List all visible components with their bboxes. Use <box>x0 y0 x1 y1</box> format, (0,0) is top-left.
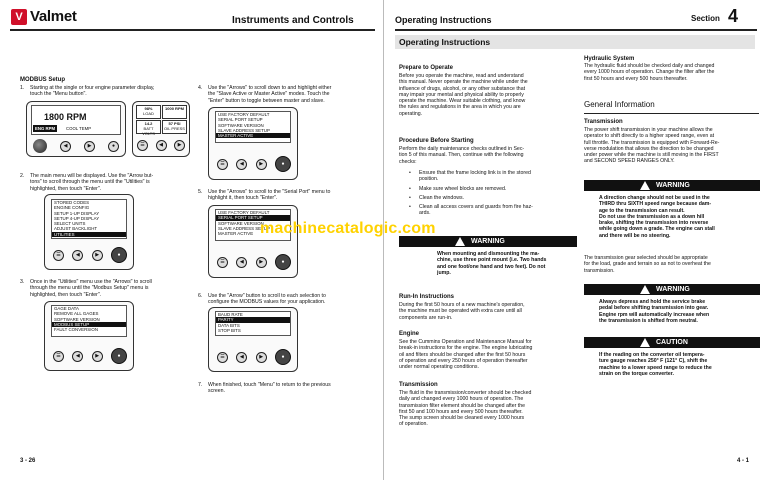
menu-item[interactable]: SERIAL PORT SETUP <box>216 215 290 220</box>
page-number-left: 3 - 26 <box>20 458 36 464</box>
right-page <box>385 0 768 480</box>
page-title-right: Operating Instructions <box>395 15 492 25</box>
down-arrow-button[interactable]: ▶ <box>92 250 103 261</box>
rpm-gauge: 1000 RPM <box>162 105 187 119</box>
left-arrow-button[interactable]: ◀ <box>60 141 71 152</box>
logo-text: Valmet <box>30 8 77 25</box>
menu-item[interactable]: DATA BITS <box>218 322 240 328</box>
utilities-menu-screen <box>51 305 127 337</box>
menu-button[interactable]: ☰ <box>217 352 228 363</box>
gauge-display-single <box>26 101 126 157</box>
header-rule-left <box>10 29 375 31</box>
menu-item[interactable]: STORED CODES <box>54 200 90 205</box>
step-number: 1. <box>20 85 25 91</box>
left-arrow-button[interactable]: ◀ <box>156 140 167 151</box>
menu-item[interactable]: SLAVE ADDRESS SETUP <box>218 127 270 133</box>
transmission-heading: Transmission <box>399 382 438 388</box>
gauge-screen <box>31 105 121 135</box>
menu-item[interactable]: SELECT UNITS <box>54 221 86 227</box>
bullet-item: • Clean the windows. <box>409 195 464 201</box>
menu-item[interactable]: MASTER ACTIVE <box>218 231 254 237</box>
right-arrow-button[interactable]: ▶ <box>174 140 185 151</box>
prepare-heading: Prepare to Operate <box>399 65 454 71</box>
menu-item[interactable]: SOFTWARE VERSION <box>54 316 100 322</box>
gauge-buttons <box>33 139 119 153</box>
warning-triangle-icon <box>640 181 650 190</box>
bullet-item: • Clean all access covers and guards from fire haz- ards. <box>409 204 533 217</box>
load-gauge: 98% LOAD <box>136 105 161 119</box>
battery-gauge: 14.2 BATT VOLTS <box>136 120 161 134</box>
modbus-menu-display-b <box>208 205 298 278</box>
up-arrow-button[interactable]: ◀ <box>72 351 83 362</box>
oil-pressure-gauge: 57 PSI OIL PRESS <box>162 120 187 134</box>
main-menu-display <box>44 194 134 270</box>
utilities-menu-display <box>44 301 134 371</box>
enter-button[interactable]: ● <box>111 348 127 364</box>
page-title-left: Instruments and Controls <box>232 15 354 26</box>
valmet-logo <box>11 8 77 25</box>
modbus-heading: MODBUS Setup <box>20 77 65 83</box>
menu-item[interactable]: STOP BITS <box>218 327 241 333</box>
menu-button[interactable]: ☰ <box>217 257 228 268</box>
menu-item[interactable]: SETUP 1-UP DISPLAY <box>54 210 100 216</box>
warning-triangle-icon <box>640 285 650 294</box>
caution-text: If the reading on the converter oil tempera- ture gauge reaches 250° F (121° C), shift the machine to a lower speed range to reduce the strain on the torque converter. <box>599 352 712 377</box>
transmission-text: The fluid in the transmission/converter should be checked daily and changed every 1000 hours of operation. The transmission filter element should be changed after the first 50 and 100 hours and every 500 hours thereafter. The sump screen should be cleaned every 1000 hours of operation. <box>399 390 532 428</box>
serial-port-display <box>208 307 298 372</box>
warning-text: When mounting and dismounting the ma- chine, use three point mount (i.e. Two hands and one foot/one hand and two feet). Do not jump. <box>437 251 547 276</box>
menu-item[interactable]: MODBUS SETUP <box>52 322 126 327</box>
up-arrow-button[interactable]: ◀ <box>236 352 247 363</box>
menu-button[interactable]: ☰ <box>137 140 148 151</box>
engine-heading: Engine <box>399 331 420 337</box>
gauge-buttons-four <box>137 140 185 151</box>
eng-rpm-tab: ENG RPM <box>35 126 56 131</box>
up-arrow-button[interactable]: ◀ <box>72 250 83 261</box>
modbus-menu-screen <box>215 111 291 143</box>
menu-item[interactable]: SETUP 4-UP DISPLAY <box>54 215 100 221</box>
menu-item[interactable]: MASTER ACTIVE <box>216 133 290 138</box>
warning-banner: WARNING <box>399 236 577 247</box>
runin-text: During the first 50 hours of a new machine's operation, the machine must be operated with extra care until all components are run-in. <box>399 302 525 321</box>
menu-item[interactable]: SOFTWARE VERSION <box>218 122 264 128</box>
general-info-heading: General Information <box>584 100 655 109</box>
enter-button[interactable]: ● <box>275 156 291 172</box>
warning-text: A direction change should not be used in the THIRD thru SIXTH speed range because dam- age to the transmission can result. Do not use the transmission as a down hill brake, shifting the transmission into reverse while going down a grade. The engine can stall and there will be no steering. <box>599 195 715 239</box>
finger-press-icon <box>33 139 47 153</box>
valmet-logo-mark-icon: V <box>11 9 27 25</box>
section-number: 4 <box>728 6 739 26</box>
menu-buttons <box>217 349 291 365</box>
general-info-rule <box>584 113 759 114</box>
menu-item[interactable]: SLAVE ADDRESS SETUP <box>218 225 270 231</box>
menu-item[interactable]: SERIAL PORT SETUP <box>218 117 263 123</box>
gear-text: The transmission gear selected should be appropriate for the load, grade and terrain so as not to overheat the transmission. <box>584 255 711 274</box>
menu-item[interactable]: REMOVE ALL GAGES <box>54 311 99 317</box>
band-title: Operating Instructions <box>399 37 491 47</box>
transmission2-heading: Transmission <box>584 119 623 125</box>
menu-button[interactable]: ☰ <box>217 159 228 170</box>
menu-buttons <box>53 348 127 364</box>
down-arrow-button[interactable]: ▶ <box>256 257 267 268</box>
bullet-item: • Ensure that the frame locking link is in the stored position. <box>409 170 531 183</box>
menu-buttons <box>53 247 127 263</box>
down-arrow-button[interactable]: ▶ <box>256 352 267 363</box>
warning-triangle-icon <box>455 237 465 246</box>
section-label: Section <box>691 14 720 23</box>
cool-temp-tab: COOL TEMP <box>66 126 92 131</box>
down-arrow-button[interactable]: ▶ <box>92 351 103 362</box>
bullet-item: • Make sure wheel blocks are removed. <box>409 186 507 192</box>
transmission2-text: The power shift transmission in your machine allows the operator to shift directly to a higher speed range, even at full throttle. The transmission is equipped with Forward-Re- verse modulation that allows the direction to be changed under power while the machine is still moving in the FIRST and SECOND SPEED RANGES ONLY. <box>584 127 720 165</box>
hydraulic-text: The hydraulic fluid should be checked daily and changed every 1000 hours of operation. Change the filter after the first 50 hours and every 500 hours thereafter. <box>584 63 715 82</box>
left-page: V Valmet Instruments and Controls MODBUS Setup 1. Starting at the single or four engine parameter display, touch the "Menu button". 1800 RPM ENG RPM COOL TEMP ◀ ▶ ● 98% LOAD 1000 RPM 14.2 BATT VOLTS 57 PSI OIL PRESS ☰ ◀ ▶ 2. The main menu will be displayed. Use the "Arrow but- tons" to scroll through the menu until the "Utilities" is highlighted, then touch "Enter". STORED CODES ENGINE CONFIG SETUP 1-UP DISPLAY SETUP 4-UP DISPLAY SELECT UNITS ADJUST BACKLIGHT UTILITIES ☰ ◀ ▶ ● 3. Once in the "Utilities" menu use the "Arrows" to scroll through the menu until the "Modbus Setup" menu is highlighted, then touch "Enter". GAGE DATA REMOVE ALL GAGES SOFTWARE VERSION MODBUS SETUP FAULT CONVERSION ☰ ◀ ▶ ● 3 - 26 4. Use the "Arrows" to scroll down to and highlight either the "Slave Active or Master Active" modes. Touch the "Enter" button to toggle between master and slave. USE FACTORY DEFAULT SERIAL PORT SETUP SOFTWARE VERSION SLAVE ADDRESS SETUP MASTER ACTIVE ☰ ◀ ▶ ● 5. Use the "Arrows" to scroll to the "Serial Port" menu to highlight it, then touch "Enter". USE FACTORY DEFAULT SERIAL PORT SETUP SOFTWARE VERSION SLAVE ADDRESS SETUP MASTER ACTIVE ☰ ◀ ▶ ● 6. Use the "Arrow" button to scroll to each selection to configure the MODBUS values for your application. BAUD RATE PARITY DATA BITS STOP BITS ☰ ◀ ▶ ● 7. When finished, touch "Menu" to return to the previous screen. <box>0 0 384 480</box>
menu-item[interactable]: USE FACTORY DEFAULT <box>218 210 270 215</box>
watermark: machinecatalogic.com <box>260 220 436 237</box>
menu-item[interactable]: UTILITIES <box>52 232 126 237</box>
caution-triangle-icon <box>640 338 650 347</box>
menu-button[interactable]: ☰ <box>53 351 64 362</box>
right-arrow-button[interactable]: ▶ <box>84 141 95 152</box>
menu-item[interactable]: PARITY <box>216 317 290 322</box>
serial-menu-screen <box>215 311 291 336</box>
enter-button[interactable]: ● <box>275 254 291 270</box>
menu-item[interactable]: GAGE DATA <box>54 306 79 311</box>
menu-buttons <box>217 254 291 270</box>
caution-banner: CAUTION <box>584 337 760 348</box>
prepare-text: Before you operate the machine, read and understand this manual. Never operate the machine while under the influence of drugs, alcohol, or any other substance that may impair your mental and physical ability to properly operate the machine. Wear suitable clothing, and know the rules and regulations in the area in which you are operating. <box>399 73 528 117</box>
warning-banner: WARNING <box>584 284 760 295</box>
engine-text: See the Cummins Operation and Maintenance Manual for break-in instructions for the engine. The engine lubricating oil and filters should be changed after the first 50 hours of operation and every 250 hours of operation thereafter under normal operating conditions. <box>399 339 533 371</box>
menu-item[interactable]: ADJUST BACKLIGHT <box>54 226 98 232</box>
menu-item[interactable]: FAULT CONVERSION <box>54 327 98 333</box>
gauge-display-four <box>132 101 190 157</box>
enter-button[interactable]: ● <box>275 349 291 365</box>
page-number-right: 4 - 1 <box>737 458 750 464</box>
menu-item[interactable]: SOFTWARE VERSION <box>218 220 264 226</box>
menu-item[interactable]: ENGINE CONFIG <box>54 205 90 211</box>
runin-heading: Run-In Instructions <box>399 294 454 300</box>
enter-button[interactable]: ● <box>108 141 119 152</box>
procedure-heading: Procedure Before Starting <box>399 138 474 144</box>
menu-item[interactable]: BAUD RATE <box>218 312 243 317</box>
warning-banner: WARNING <box>584 180 760 191</box>
warning-text: Always depress and hold the service brake pedal before shifting transmission into gear. Engine rpm will automatically increase when the transmission is shifted from neutral. <box>599 299 710 324</box>
enter-button[interactable]: ● <box>111 247 127 263</box>
up-arrow-button[interactable]: ◀ <box>236 159 247 170</box>
header-rule-right <box>395 29 757 31</box>
hydraulic-heading: Hydraulic System <box>584 56 635 62</box>
rpm-readout: 1800 RPM <box>44 112 87 122</box>
up-arrow-button[interactable]: ◀ <box>236 257 247 268</box>
down-arrow-button[interactable]: ▶ <box>256 159 267 170</box>
menu-item[interactable]: USE FACTORY DEFAULT <box>218 112 270 117</box>
modbus-menu-display-a <box>208 107 298 180</box>
procedure-text: Perform the daily maintenance checks outlined in Sec- tion 5 of this manual. Then, continue with the following checks: <box>399 146 525 165</box>
step-text: Starting at the single or four engine parameter display, touch the "Menu button". <box>30 85 155 98</box>
menu-buttons <box>217 156 291 172</box>
menu-button[interactable]: ☰ <box>53 250 64 261</box>
main-menu-screen <box>51 199 127 239</box>
